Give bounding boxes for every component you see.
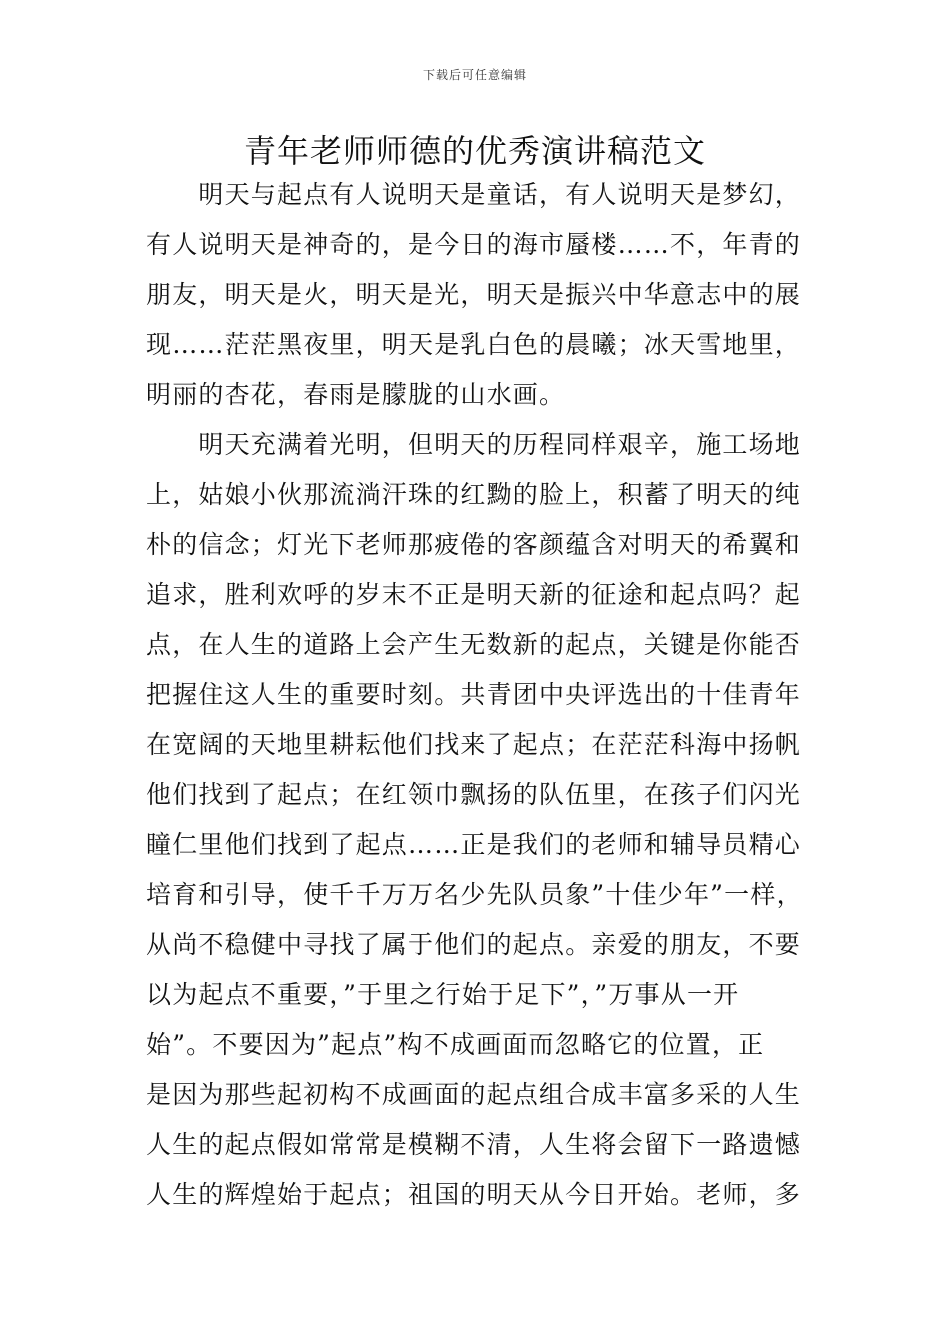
document-title: 青年老师师德的优秀演讲稿范文 (243, 132, 706, 170)
body-line: 有人说明天是神奇的，是今日的海市蜃楼……不，年青的 (146, 230, 802, 259)
body-line: 上，姑娘小伙那流淌汗珠的红黝的脸上，积蓄了明天的纯 (146, 480, 802, 509)
body-line: 培育和引导，使千千万万名少先队员象”十佳少年”一样， (146, 880, 803, 909)
body-line: 明丽的杏花，春雨是朦胧的山水画。 (146, 380, 566, 409)
body-line: 现……茫茫黑夜里，明天是乳白色的晨曦；冰天雪地里， (146, 330, 802, 359)
body-line: 明天充满着光明，但明天的历程同样艰辛，施工场地 (146, 430, 802, 459)
body-line: 追求，胜利欢呼的岁末不正是明天新的征途和起点吗？起 (146, 580, 802, 609)
body-line: 是因为那些起初构不成画面的起点组合成丰富多采的人生 (146, 1080, 802, 1109)
body-line: 朴的信念；灯光下老师那疲倦的客颜蕴含对明天的希翼和 (146, 530, 802, 559)
body-line: 在宽阔的天地里耕耘他们找来了起点；在茫茫科海中扬帆 (146, 730, 802, 759)
body-line: 明天与起点有人说明天是童话，有人说明天是梦幻， (146, 180, 802, 209)
body-line: 朋友，明天是火，明天是光，明天是振兴中华意志中的展 (146, 280, 802, 309)
body-line: 他们找到了起点；在红领巾飘扬的队伍里，在孩子们闪光 (146, 780, 802, 809)
body-line: 始”。不要因为”起点”构不成画面而忽略它的位置，正 (146, 1030, 765, 1059)
header-note: 下载后可任意编辑 (422, 68, 527, 82)
body-line: 点，在人生的道路上会产生无数新的起点，关键是你能否 (146, 630, 802, 659)
body-line: 人生的起点假如常常是模糊不清，人生将会留下一路遗憾 (146, 1130, 802, 1159)
body-line: 瞳仁里他们找到了起点……正是我们的老师和辅导员精心 (146, 830, 802, 859)
body-line: 人生的辉煌始于起点；祖国的明天从今日开始。老师，多 (146, 1180, 802, 1209)
body-line: 从尚不稳健中寻找了属于他们的起点。亲爱的朋友，不要 (146, 930, 802, 959)
body-line: 把握住这人生的重要时刻。共青团中央评选出的十佳青年 (146, 680, 802, 709)
body-line: 以为起点不重要，”于里之行始于足下”，”万事从一开 (146, 980, 740, 1009)
